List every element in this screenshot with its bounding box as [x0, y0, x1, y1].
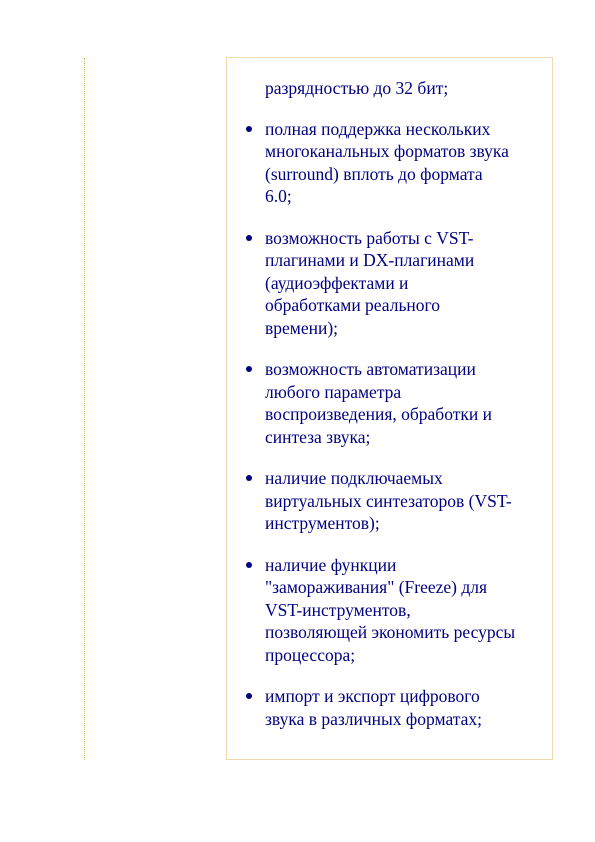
text-block [265, 77, 557, 749]
list-item-line: (surround) вплоть до формата [265, 163, 483, 184]
list-item-line: возможность автоматизации [265, 359, 476, 379]
list-item-line: наличие функции [265, 554, 397, 575]
continuation-line: разрядностью до 32 бит; [265, 78, 449, 98]
list-item [265, 358, 557, 448]
list-item-line: обработками реального [265, 295, 441, 315]
bullet-icon [246, 475, 252, 481]
list-item-line: наличие подключаемых [265, 468, 443, 488]
list-item-line: процессора; [265, 644, 356, 665]
list-item-line: воспроизведения, обработки и [265, 404, 492, 424]
list-item-line: позволяющей экономить ресурсы [265, 622, 516, 642]
list-item-line: плагинами и DX-плагинами [265, 250, 475, 270]
list-item-line: звука в различных форматах; [265, 708, 483, 729]
list-item [265, 227, 557, 340]
margin-dotted-rule [84, 58, 85, 760]
bullet-icon [246, 693, 252, 699]
list-item-line: (аудиоэффектами и [265, 272, 409, 293]
list-item-line: любого параметра [265, 381, 402, 402]
list-item [265, 118, 557, 208]
bullet-list [265, 118, 557, 731]
list-item-line: виртуальных синтезаторов (VST- [265, 490, 512, 511]
list-item-line: полная поддержка нескольких [265, 118, 491, 139]
list-item [265, 554, 557, 667]
list-item [265, 467, 557, 535]
list-item-line: синтеза звука; [265, 426, 371, 447]
bullet-icon [246, 235, 252, 241]
list-item-line: многоканальных форматов звука [265, 141, 509, 161]
list-item-line: времени); [265, 317, 339, 338]
list-item-line: возможность работы с VST- [265, 227, 474, 248]
list-item-line: "замораживания" (Freeze) для [265, 577, 488, 597]
bullet-icon [246, 366, 252, 372]
list-item-line: инструментов); [265, 513, 380, 533]
list-item-line: импорт и экспорт цифрового [265, 686, 480, 706]
bullet-icon [246, 562, 252, 568]
bullet-icon [246, 126, 252, 132]
list-item-line: 6.0; [265, 186, 292, 206]
list-item-line: VST-инструментов, [265, 599, 411, 620]
list-item [265, 685, 557, 730]
